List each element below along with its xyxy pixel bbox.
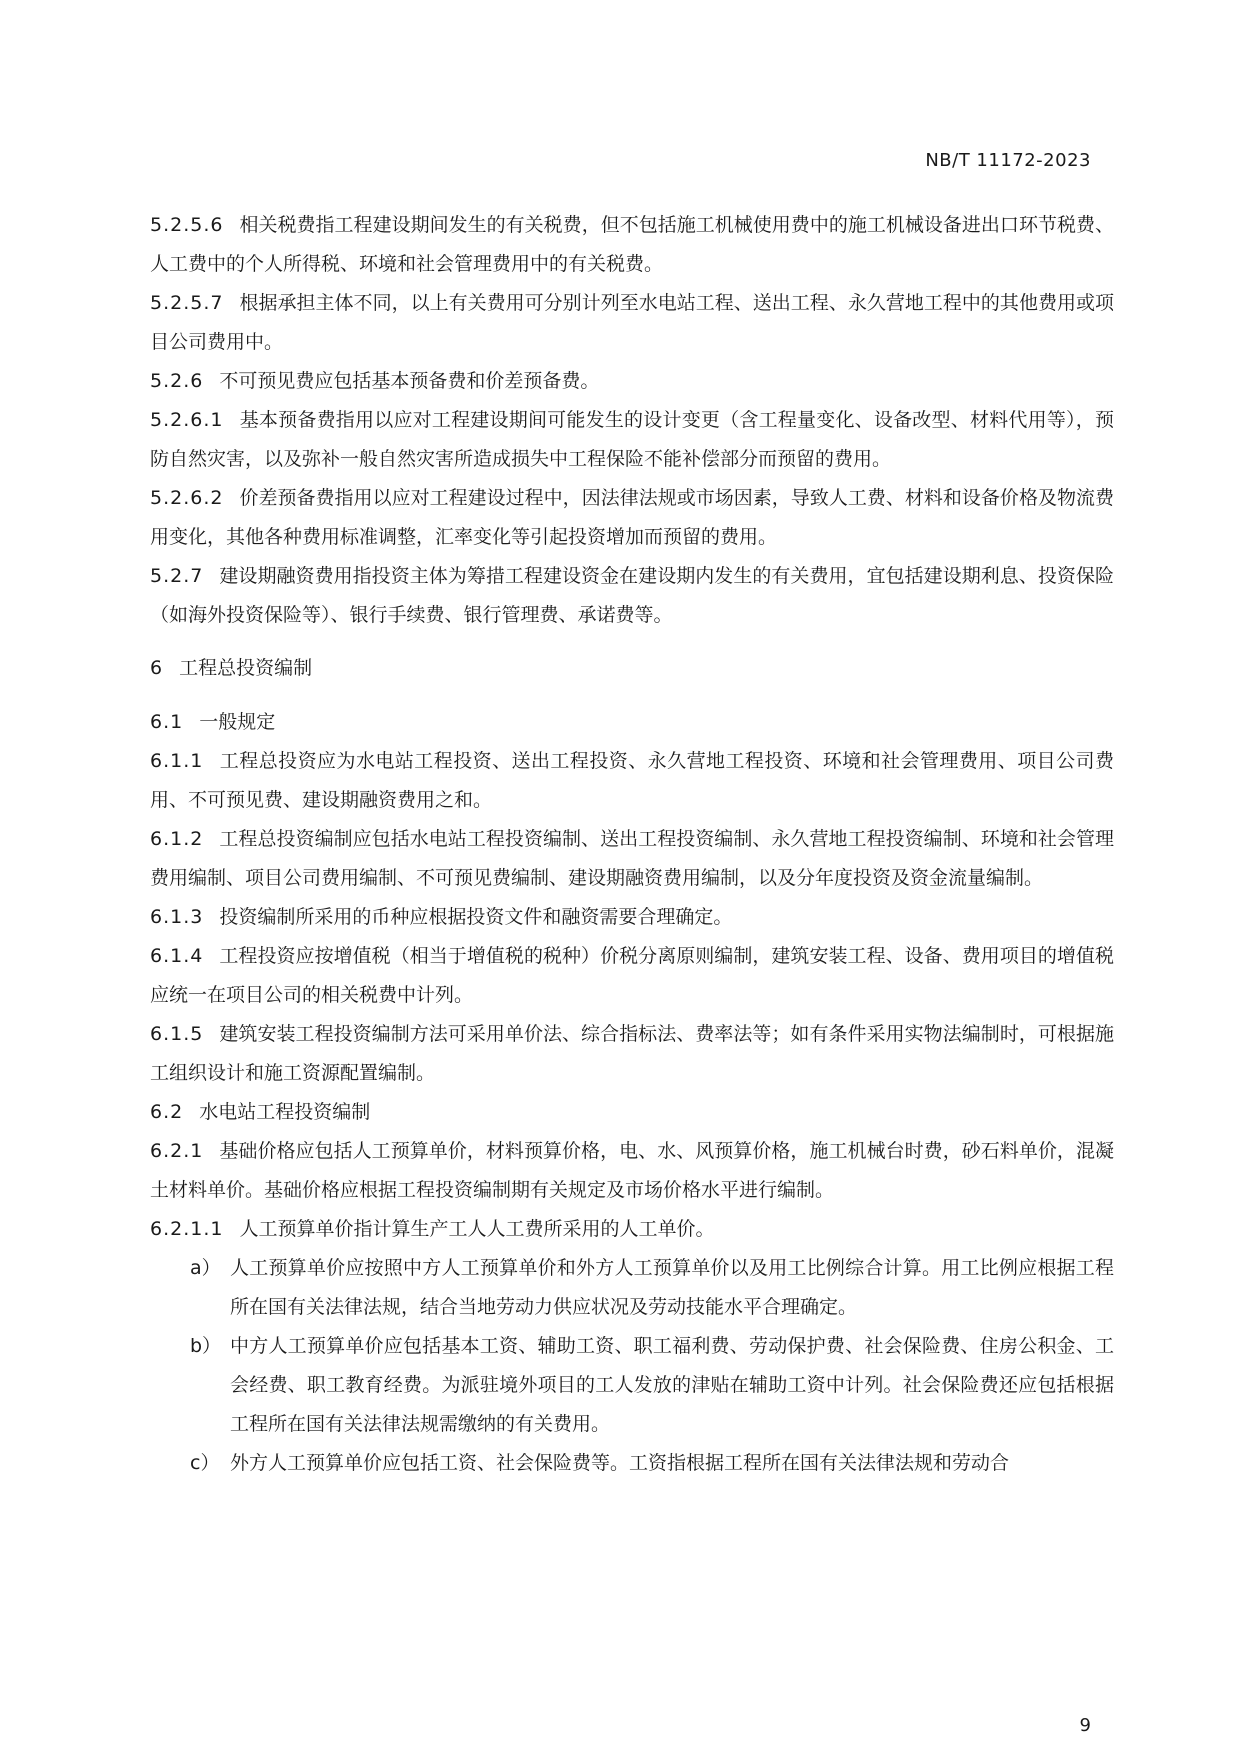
section-title: 一般规定: [199, 711, 276, 733]
document-code: NB/T 11172-2023: [925, 150, 1091, 171]
section-number: 6.1: [150, 711, 184, 733]
clause-text: 建筑安装工程投资编制方法可采用单价法、综合指标法、费率法等；如有条件采用实物法编制时，可根据施工组织设计和施工资源配置编制。: [150, 1023, 1114, 1084]
clause-6-1-4: [150, 937, 1114, 1015]
list-item-c: [150, 1444, 1114, 1483]
clause-number: 6.2.1: [150, 1140, 204, 1162]
clause-number: 5.2.7: [150, 565, 204, 587]
chapter-number: 6: [150, 657, 164, 679]
list-marker: a）: [190, 1257, 221, 1279]
clause-number: 6.1.5: [150, 1023, 204, 1045]
clause-number: 5.2.6.1: [150, 409, 224, 431]
clause-6-1-5: [150, 1015, 1114, 1093]
page-body: [150, 206, 1114, 1483]
clause-text: 工程总投资应为水电站工程投资、送出工程投资、永久营地工程投资、环境和社会管理费用、项目公司费用、不可预见费、建设期融资费用之和。: [150, 750, 1114, 811]
clause-text: 基础价格应包括人工预算单价，材料预算价格，电、水、风预算价格，施工机械台时费，砂石料单价，混凝土材料单价。基础价格应根据工程投资编制期有关规定及市场价格水平进行编制。: [150, 1140, 1114, 1201]
clause-5-2-5-6: [150, 206, 1114, 284]
clause-text: 建设期融资费用指投资主体为筹措工程建设资金在建设期内发生的有关费用，宜包括建设期利息、投资保险（如海外投资保险等）、银行手续费、银行管理费、承诺费等。: [150, 565, 1114, 626]
clause-number: 5.2.5.6: [150, 214, 224, 236]
clause-text: 相关税费指工程建设期间发生的有关税费，但不包括施工机械使用费中的施工机械设备进出口环节税费、人工费中的个人所得税、环境和社会管理费用中的有关税费。: [150, 214, 1114, 275]
clause-6-1-1: [150, 742, 1114, 820]
clause-number: 6.1.4: [150, 945, 204, 967]
clause-number: 5.2.5.7: [150, 292, 224, 314]
clause-5-2-7: [150, 557, 1114, 635]
clause-number: 6.2.1.1: [150, 1218, 224, 1240]
list-item-a: [150, 1249, 1114, 1327]
clause-text: 不可预见费应包括基本预备费和价差预备费。: [219, 370, 600, 392]
clause-6-2-1: [150, 1132, 1114, 1210]
list-text: 中方人工预算单价应包括基本工资、辅助工资、职工福利费、劳动保护费、社会保险费、住房公积金、工会经费、职工教育经费。为派驻境外项目的工人发放的津贴在辅助工资中计列。社会保险费还应包括根据工程所在国有关法律法规需缴纳的有关费用。: [230, 1335, 1114, 1435]
section-number: 6.2: [150, 1101, 184, 1123]
list-text: 人工预算单价应按照中方人工预算单价和外方人工预算单价以及用工比例综合计算。用工比例应根据工程所在国有关法律法规，结合当地劳动力供应状况及劳动技能水平合理确定。: [230, 1257, 1114, 1318]
clause-5-2-6-1: [150, 401, 1114, 479]
clause-text: 工程总投资编制应包括水电站工程投资编制、送出工程投资编制、永久营地工程投资编制、环境和社会管理费用编制、项目公司费用编制、不可预见费编制、建设期融资费用编制，以及分年度投资及资金流量编制。: [150, 828, 1114, 889]
section-title: 水电站工程投资编制: [199, 1101, 371, 1123]
list-item-b: [150, 1327, 1114, 1444]
clause-number: 5.2.6.2: [150, 487, 224, 509]
clause-number: 6.1.3: [150, 906, 204, 928]
list-marker: b）: [190, 1335, 222, 1357]
clause-text: 基本预备费指用以应对工程建设期间可能发生的设计变更（含工程量变化、设备改型、材料代用等），预防自然灾害，以及弥补一般自然灾害所造成损失中工程保险不能补偿部分而预留的费用。: [150, 409, 1114, 470]
clause-6-1-3: [150, 898, 1114, 937]
chapter-heading: [150, 649, 1114, 688]
clause-number: 6.1.2: [150, 828, 204, 850]
clause-5-2-5-7: [150, 284, 1114, 362]
clause-text: 投资编制所采用的币种应根据投资文件和融资需要合理确定。: [219, 906, 733, 928]
clause-5-2-6-2: [150, 479, 1114, 557]
clause-text: 工程投资应按增值税（相当于增值税的税种）价税分离原则编制，建筑安装工程、设备、费用项目的增值税应统一在项目公司的相关税费中计列。: [150, 945, 1114, 1006]
clause-text: 价差预备费指用以应对工程建设过程中，因法律法规或市场因素，导致人工费、材料和设备价格及物流费用变化，其他各种费用标准调整，汇率变化等引起投资增加而预留的费用。: [150, 487, 1114, 548]
clause-text: 人工预算单价指计算生产工人人工费所采用的人工单价。: [239, 1218, 715, 1240]
clause-text: 根据承担主体不同，以上有关费用可分别计列至水电站工程、送出工程、永久营地工程中的其他费用或项目公司费用中。: [150, 292, 1114, 353]
section-heading-6-2: [150, 1093, 1114, 1132]
clause-number: 6.1.1: [150, 750, 204, 772]
clause-number: 5.2.6: [150, 370, 204, 392]
list-marker: c）: [190, 1452, 220, 1474]
section-heading-6-1: [150, 703, 1114, 742]
list-text: 外方人工预算单价应包括工资、社会保险费等。工资指根据工程所在国有关法律法规和劳动合: [230, 1452, 1010, 1474]
clause-5-2-6: [150, 362, 1114, 401]
page-number: 9: [1079, 1715, 1091, 1736]
chapter-title: 工程总投资编制: [179, 657, 313, 679]
clause-6-1-2: [150, 820, 1114, 898]
clause-6-2-1-1: [150, 1210, 1114, 1249]
